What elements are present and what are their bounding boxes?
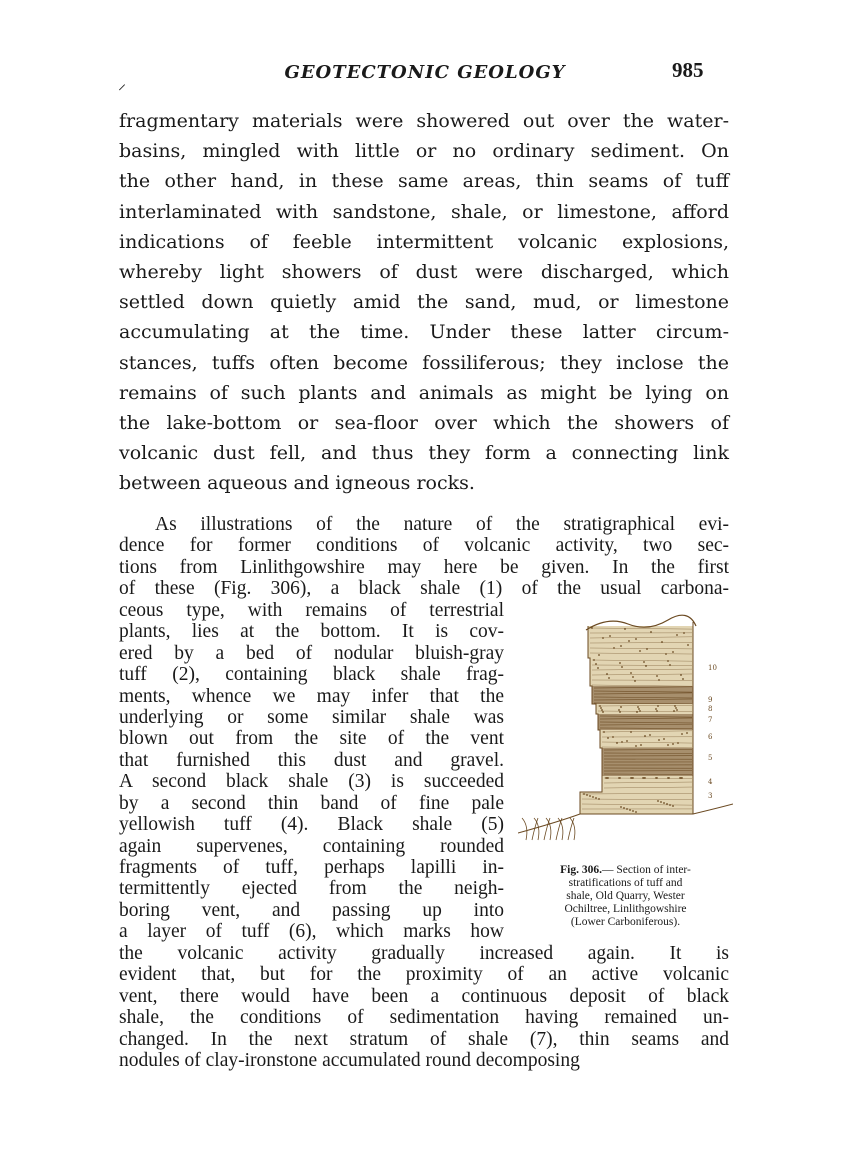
tuff-fragment [613, 647, 615, 649]
text-line: settled down quietly amid the sand, mud, or limestone [119, 291, 729, 314]
text-line: of these (Fig. 306), a black shale (1) of the usual carbona- [119, 578, 729, 600]
tuff-fragment [626, 808, 628, 810]
tuff-fragment [607, 737, 609, 739]
tuff-fragment [612, 736, 614, 738]
tuff-fragment [597, 667, 599, 669]
text-line: ceous type, with remains of terrestrial [119, 599, 504, 621]
tuff-fragment [650, 631, 652, 633]
tuff-fragment [663, 802, 665, 804]
grass-stroke [544, 818, 550, 840]
tuff-fragment [657, 800, 659, 802]
tuff-fragment [672, 805, 674, 807]
tuff-fragment [623, 807, 625, 809]
tuff-fragment [619, 777, 621, 779]
text-line: accumulating at the time. Under these latter circum- [119, 321, 729, 344]
text-line: volcanic dust fell, and thus they form a connecting link [119, 442, 729, 465]
text-line: indications of feeble intermittent volcanic explosions, [119, 230, 729, 253]
tuff-fragment [599, 705, 601, 707]
tuff-fragment [595, 663, 597, 665]
tuff-fragment [680, 674, 682, 676]
text-line: basins, mingled with little or no ordinary sediment. On [119, 140, 729, 163]
tuff-fragment [583, 793, 585, 795]
bed-number-label: 7 [708, 716, 713, 724]
tuff-fragment [589, 795, 591, 797]
tuff-fragment [683, 632, 685, 634]
tuff-fragment [656, 777, 658, 779]
tuff-fragment [667, 660, 669, 662]
bed-number-label: 8 [708, 705, 713, 713]
figure-306-section-drawing [518, 608, 733, 858]
text-line: tions from Linlithgowshire may here be given. In the first [119, 556, 729, 578]
bed-number-label: 6 [708, 733, 713, 741]
tuff-fragment [675, 707, 677, 709]
grass-stroke [522, 818, 527, 840]
tuff-fragment [669, 664, 671, 666]
tuff-fragment [644, 777, 646, 779]
tuff-fragment [681, 777, 683, 779]
bed-number-label: 5 [708, 754, 713, 762]
text-line: As illustrations of the nature of the stratigraphical evi- [155, 514, 729, 535]
tuff-fragment [619, 711, 621, 713]
text-line: fragmentary materials were showered out over the water- [119, 110, 729, 132]
text-line: nodules of clay-ironstone accumulated round decomposing [119, 1049, 580, 1071]
tuff-fragment [598, 654, 600, 656]
tuff-fragment [603, 731, 605, 733]
tuff-fragment [609, 635, 611, 637]
tuff-fragment [628, 640, 630, 642]
tuff-fragment [672, 743, 674, 745]
text-line: remains of such plants and animals as might be lying on [119, 381, 729, 404]
tuff-fragment [608, 677, 610, 679]
figure-caption [518, 864, 733, 929]
text-line: underlying or some similar shale was [119, 706, 504, 728]
tuff-fragment [620, 806, 622, 808]
tuff-fragment [601, 709, 603, 711]
tuff-fragment [660, 801, 662, 803]
text-line: yellowish tuff (4). Black shale (5) [119, 814, 504, 836]
tuff-fragment [638, 708, 640, 710]
margin-mark: ⸝ [118, 74, 127, 93]
tuff-fragment [669, 804, 671, 806]
tuff-fragment [658, 739, 660, 741]
text-line: boring vent, and passing up into [119, 899, 504, 921]
caption-line: Ochiltree, Linlithgowshire [564, 903, 687, 915]
bed-number-label: 4 [708, 778, 713, 786]
tuff-fragment [620, 645, 622, 647]
running-title: GEOTECTONIC GEOLOGY [284, 62, 566, 83]
tuff-fragment [668, 777, 670, 779]
text-line: blown out from the site of the vent [119, 728, 504, 750]
text-line: again supervenes, containing rounded [119, 835, 504, 857]
text-line: the volcanic activity gradually increased again. It is [119, 942, 729, 964]
tuff-bed [580, 792, 693, 814]
text-line: fragments of tuff, perhaps lapilli in- [119, 857, 504, 878]
text-line: whereby light showers of dust were discharged, which [119, 260, 729, 283]
tuff-fragment [643, 661, 645, 663]
text-line: that furnished this dust and gravel. [119, 749, 504, 771]
caption-line: (Lower Carboniferous). [570, 916, 681, 928]
grass-stroke [568, 818, 574, 840]
tuff-fragment [657, 705, 659, 707]
caption-line: shale, Old Quarry, Wester [566, 890, 685, 902]
text-line: plants, lies at the bottom. It is cov- [119, 621, 504, 643]
text-line: between aqueous and igneous rocks. [119, 472, 475, 495]
tuff-fragment [686, 732, 688, 734]
tuff-fragment [602, 637, 604, 639]
caption-line: — Section of inter- [601, 864, 691, 876]
tuff-fragment [637, 706, 639, 708]
text-line: stances, tuffs often become fossiliferous; they inclose the [119, 351, 729, 374]
caption-line: stratifications of tuff and [568, 877, 683, 889]
tuff-fragment [674, 705, 676, 707]
bed-number-label: 10 [708, 664, 717, 672]
tuff-fragment [639, 650, 641, 652]
tuff-fragment [606, 673, 608, 675]
tuff-fragment [649, 734, 651, 736]
bed-number-label: 3 [708, 792, 713, 800]
tuff-fragment [667, 744, 669, 746]
text-line: the lake-bottom or sea-floor over which the showers of [119, 411, 729, 434]
text-line: tuff (2), containing black shale frag- [119, 664, 504, 686]
tuff-fragment [634, 680, 636, 682]
page-number: 985 [672, 58, 704, 82]
tuff-fragment [595, 797, 597, 799]
tuff-fragment [592, 796, 594, 798]
text-line: a layer of tuff (6), which marks how [119, 921, 504, 943]
text-line: termittently ejected from the neigh- [119, 878, 504, 900]
tuff-fragment [632, 676, 634, 678]
tuff-fragment [629, 809, 631, 811]
tuff-fragment [673, 710, 675, 712]
tuff-bed [590, 658, 693, 686]
tuff-fragment [607, 777, 609, 779]
tuff-fragment [616, 742, 618, 744]
text-line: ered by a bed of nodular bluish-gray [119, 642, 504, 664]
tuff-fragment [681, 733, 683, 735]
tuff-fragment [626, 740, 628, 742]
tuff-fragment [656, 710, 658, 712]
tuff-fragment [618, 709, 620, 711]
text-line: shale, the conditions of sedimentation having remained un- [119, 1007, 729, 1029]
tuff-fragment [661, 641, 663, 643]
tuff-fragment [676, 634, 678, 636]
tuff-fragment [635, 745, 637, 747]
text-line: ments, whence we may infer that the [119, 685, 504, 707]
tuff-fragment [620, 706, 622, 708]
tuff-fragment [665, 653, 667, 655]
tuff-fragment [630, 731, 632, 733]
tuff-fragment [598, 798, 600, 800]
tuff-fragment [640, 744, 642, 746]
tuff-fragment [672, 651, 674, 653]
tuff-fragment [632, 810, 634, 812]
tuff-fragment [600, 707, 602, 709]
tuff-fragment [644, 735, 646, 737]
tuff-fragment [602, 711, 604, 713]
text-line: A second black shale (3) is succeeded [119, 771, 504, 793]
caption-label: Fig. 306. [560, 864, 602, 876]
tuff-fragment [639, 710, 641, 712]
tuff-fragment [682, 678, 684, 680]
tuff-fragment [586, 794, 588, 796]
tuff-fragment [636, 711, 638, 713]
tuff-fragment [676, 709, 678, 711]
text-line: vent, there would have been a continuous deposit of black [119, 985, 729, 1007]
tuff-fragment [619, 662, 621, 664]
text-line: changed. In the next stratum of shale (7), thin seams and [119, 1028, 729, 1050]
tuff-fragment [593, 659, 595, 661]
tuff-fragment [645, 665, 647, 667]
bed-number-label: 9 [708, 696, 713, 704]
tuff-fragment [635, 638, 637, 640]
tuff-fragment [646, 648, 648, 650]
tuff-fragment [632, 777, 634, 779]
paragraph-1 [119, 106, 729, 498]
tuff-fragment [655, 708, 657, 710]
text-line: the other hand, in these same areas, thin seams of tuff [119, 170, 729, 193]
tuff-fragment [624, 628, 626, 630]
tuff-fragment [630, 672, 632, 674]
tuff-bed [600, 730, 693, 748]
text-line: interlaminated with sandstone, shale, or limestone, afford [119, 200, 729, 223]
tuff-fragment [621, 741, 623, 743]
tuff-fragment [656, 675, 658, 677]
tuff-fragment [677, 742, 679, 744]
tuff-fragment [663, 738, 665, 740]
tuff-fragment [621, 666, 623, 668]
tuff-fragment [687, 644, 689, 646]
text-line: dence for former conditions of volcanic activity, two sec- [119, 535, 729, 557]
text-line: by a second thin band of fine pale [119, 792, 504, 814]
shale-bed [592, 686, 693, 704]
tuff-fragment [658, 679, 660, 681]
tuff-fragment [666, 803, 668, 805]
tuff-fragment [635, 811, 637, 813]
text-line: evident that, but for the proximity of an active volcanic [119, 964, 729, 986]
